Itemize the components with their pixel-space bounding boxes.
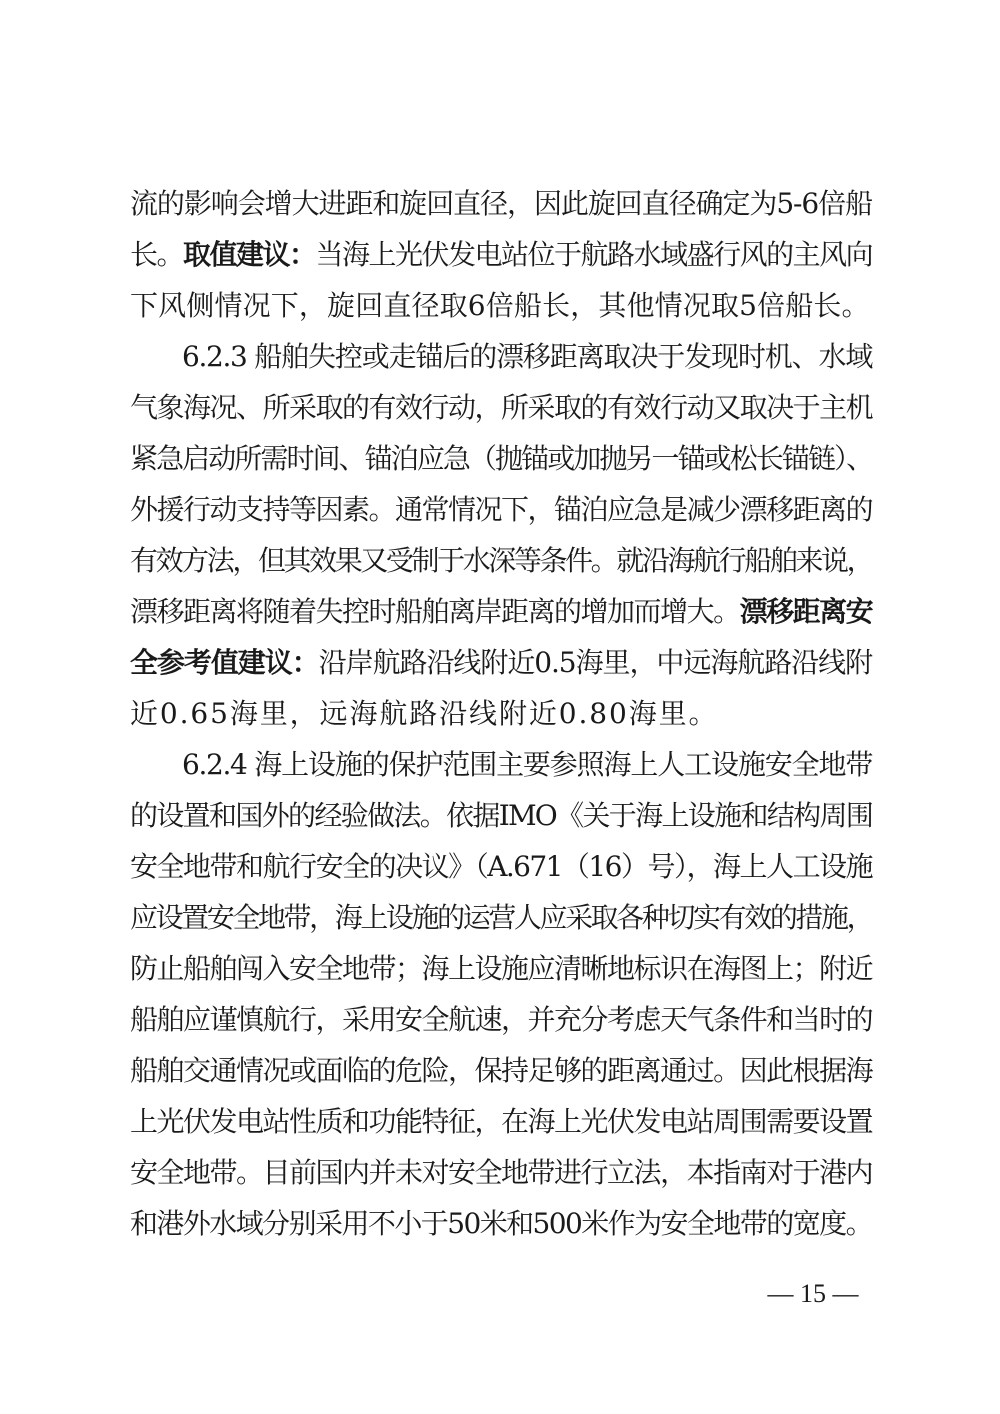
paragraph-1-line-2-rest: 当海上光伏发电站位于航路水域盛行风的主风向	[315, 238, 872, 271]
paragraph-3-line-2: 的设置和国外的经验做法。依据IMO《关于海上设施和结构周围	[130, 799, 872, 832]
paragraph-3-line-10: 和港外水域分别采用不小于50米和500米作为安全地带的宽度。	[130, 1207, 872, 1240]
paragraph-1-line-2	[130, 235, 872, 275]
paragraph-3-line-4: 应设置安全地带，海上设施的运营人应采取各种切实有效的措施，	[130, 901, 872, 934]
paragraph-2-line-6-text: 漂移距离将随着失控时船舶离岸距离的增加而增大。	[130, 595, 740, 628]
paragraph-1-line-2-text: 长。	[130, 238, 184, 271]
paragraph-3-line-1: 6.2.4 海上设施的保护范围主要参照海上人工设施安全地带	[182, 748, 872, 781]
paragraph-3-line-5: 防止船舶闯入安全地带；海上设施应清晰地标识在海图上；附近	[130, 952, 872, 985]
paragraph-2-line-5: 有效方法，但其效果又受制于水深等条件。就沿海航行船舶来说，	[130, 544, 872, 577]
paragraph-2-line-7	[130, 643, 872, 683]
paragraph-3-line-8: 上光伏发电站性质和功能特征，在海上光伏发电站周围需要设置	[130, 1105, 872, 1138]
paragraph-3-line-3: 安全地带和航行安全的决议》（A.671（16）号），海上人工设施	[130, 850, 872, 883]
paragraph-3-line-9: 安全地带。目前国内并未对安全地带进行立法，本指南对于港内	[130, 1156, 872, 1189]
paragraph-3-line-6: 船舶应谨慎航行，采用安全航速，并充分考虑天气条件和当时的	[130, 1003, 872, 1036]
paragraph-2-line-6	[130, 592, 872, 632]
paragraph-2-line-7-rest: 沿岸航路沿线附近0.5海里，中远海航路沿线附	[318, 646, 872, 679]
drift-distance-label-end: 全参考值建议：	[130, 646, 319, 679]
drift-distance-label-start: 漂移距离安	[739, 595, 872, 628]
paragraph-1-line-3: 下风侧情况下，旋回直径取6倍船长，其他情况取5倍船长。	[130, 289, 870, 322]
paragraph-2-line-3: 紧急启动所需时间、锚泊应急（抛锚或加抛另一锚或松长锚链）、	[130, 442, 872, 475]
paragraph-2-line-2: 气象海况、所采取的有效行动，所采取的有效行动又取决于主机	[130, 391, 872, 424]
paragraph-3-line-7: 船舶交通情况或面临的危险，保持足够的距离通过。因此根据海	[130, 1054, 872, 1087]
paragraph-1-line-1: 流的影响会增大进距和旋回直径，因此旋回直径确定为5-6倍船	[130, 187, 872, 220]
paragraph-2-line-4: 外援行动支持等因素。通常情况下，锚泊应急是减少漂移距离的	[130, 493, 872, 526]
value-recommendation-label: 取值建议：	[183, 238, 316, 271]
paragraph-2-line-8: 近0.65海里，远海航路沿线附近0.80海里。	[130, 697, 719, 730]
page-number: — 15 —	[767, 1279, 859, 1308]
paragraph-2-line-1: 6.2.3 船舶失控或走锚后的漂移距离取决于发现时机、水域	[182, 340, 872, 373]
